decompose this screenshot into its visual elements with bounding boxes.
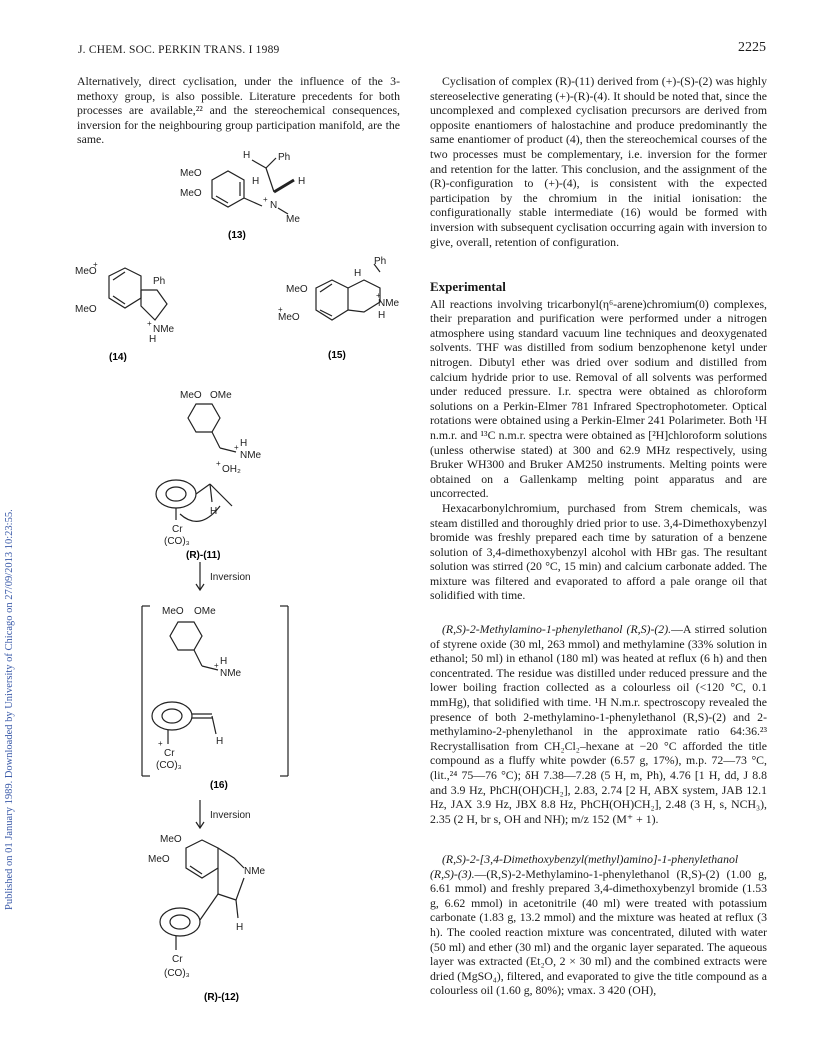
structure-15	[270, 252, 410, 362]
s14-atom-h: H	[149, 334, 157, 345]
s14-charge2: +	[147, 319, 152, 328]
s16-atom-meo: MeO	[162, 606, 184, 617]
structure-11	[140, 388, 310, 561]
left-paragraph: Alternatively, direct cyclisation, under the influence of the 3-methoxy group, is also possible. Literature precedents for both processes are available,²² and the stereochemical consequences, inversion for the neighbouring group participation manifold, are the same.	[77, 74, 400, 147]
experimental-heading: Experimental	[430, 279, 506, 294]
s12-atom-cr: Cr	[172, 954, 183, 965]
s11-charge1: +	[234, 443, 239, 452]
s11-atom-h2: H	[210, 506, 218, 517]
s15-atom-meo1: MeO	[286, 284, 308, 295]
s15-atom-h: H	[354, 268, 362, 279]
inversion-label-1: Inversion	[210, 572, 251, 583]
compound-2-text: —A stirred solution of styrene oxide (30 ml, 263 mmol) and methylamine (33% solution in ethanol; 50 ml) in ethanol (180 ml) was heated at reflux (6 h) and then concentrated. The residue was distilled under reduced pressure and the lower boiling fraction collected as a colourless oil (<120 °C, 0.1 mmHg), that solidified with time. ¹H N.m.r. spectroscopy revealed the presence of both 2-methylamino-1-phenylethanol (R,S)-(2) and 2-methylamino-2-phenylethanol in the approximate ratio 64:36.²³ Recrystallisation from CH₂Cl₂–hexane at −20 °C afforded the title compound as a fluffy white powder (6.57 g, 17%), m.p. 72—73 °C, (lit.,²⁴ 75—76 °C); δH 7.38—7.28 (5 H, m, Ph), 4.76 [1 H, dd, J 8.8 and 3.9 Hz, PhCH(OH)CH₂], 2.83, 2.74 [2 H, ABX system, JAB 12.1 Hz, JAX 3.9 Hz, JBX 8.8 Hz, PhCH(OH)CH₂], 2.48 (3 H, s, NCH₃), 2.35 (2 H, br s, OH and NH); m/z 152 (M⁺ + 1).	[430, 622, 767, 826]
s11-atom-oh2: OH₂	[222, 464, 241, 475]
s14-atom-nme: NMe	[153, 324, 175, 335]
s11-atom-cr: Cr	[172, 524, 183, 535]
experimental-general: All reactions involving tricarbonyl(η⁶-arene)chromium(0) complexes, their preparation and purification were performed under a nitrogen atmosphere using standard vacuum line techniques and deoxygenated solvents. THF was distilled from sodium benzophenone ketyl under nitrogen. Dibutyl ether was dried over sodium and distilled from calcium hydride prior to use. Removal of all solvents was performed under reduced pressure. I.r. spectra were obtained as chloroform solutions on a Perkin-Elmer 781 Infrared Spectrophotometer. Optical rotations were obtained using a Perkin-Elmer 241 Polarimeter. Both ¹H n.m.r. and ¹³C n.m.r. spectra were obtained as [²H]chloroform solutions (unless otherwise stated) at 300 and 62.9 MHz respectively, using Bruker WH300 and Bruker AM250 instruments. Melting points were obtained on a Gallenkamp melting point apparatus and are uncorrected.	[430, 296, 767, 501]
download-note-text: Published on 01 January 1989. Downloaded by University of Chicago on 27/09/2013 10:23:55.	[4, 509, 15, 910]
s13-atom-ph: Ph	[278, 152, 291, 163]
structure-14	[75, 262, 195, 362]
s15-atom-h2: H	[378, 310, 386, 321]
compound-3-text: —(R,S)-2-Methylamino-1-phenylethanol (R,S)-(2) (1.00 g, 6.61 mmol) and freshly prepared 3,4-dimethoxybenzyl bromide (1.53 g, 6.62 mmol) in acetonitrile (40 ml) were treated with potassium carbonate (1.83 g, 13.2 mmol) and the mixture was heated at reflux (3 h). The cooled reaction mixture was concentrated, diluted with water (50 ml) and ether (30 ml) and the organic layer separated. The aqueous layer was extracted (Et₂O, 2 × 30 ml) and the combined extracts were dried (MgSO₄), filtered, and evaporated to give the title compound as a colourless oil (1.60 g, 80%); νmax. 3 420 (OH),	[430, 866, 767, 998]
s16-atom-cr: Cr	[164, 748, 175, 759]
s14-charge1: +	[93, 260, 98, 269]
procedure-compound-2	[430, 622, 767, 826]
s16-atom-nme: NMe	[220, 668, 242, 679]
s13-atom-me: Me	[286, 214, 300, 225]
s13-atom-meo2: MeO	[180, 188, 202, 199]
s14-atom-ph: Ph	[153, 276, 166, 287]
structure-16	[132, 600, 302, 790]
s12-atom-co3: (CO)₃	[164, 968, 190, 979]
s16-atom-h2: H	[216, 736, 224, 747]
s11-charge2: +	[216, 459, 221, 468]
s15-atom-ph: Ph	[374, 256, 387, 267]
s13-atom-meo1: MeO	[180, 168, 202, 179]
s13-charge: +	[263, 195, 268, 204]
s13-atom-h1: H	[243, 150, 251, 161]
structure-13	[170, 150, 330, 240]
inversion-label-2: Inversion	[210, 810, 251, 821]
s15-charge1: +	[278, 305, 283, 314]
s15-label: (15)	[328, 350, 346, 361]
experimental-section	[430, 280, 767, 603]
s12-atom-meo2: MeO	[148, 854, 170, 865]
s14-atom-meo2: MeO	[75, 304, 97, 315]
s13-atom-h3: H	[298, 176, 306, 187]
s13-label: (13)	[228, 230, 246, 241]
s15-charge2: +	[376, 291, 381, 300]
running-header: J. CHEM. SOC. PERKIN TRANS. I 1989	[78, 44, 280, 56]
structure-12	[140, 832, 310, 1002]
inversion-arrow-2	[196, 800, 276, 830]
s15-atom-nme: NMe	[378, 298, 400, 309]
s14-atom-meo1: MeO	[75, 266, 97, 277]
s12-atom-nme: NMe	[244, 866, 266, 877]
s16-charge1: +	[214, 661, 219, 670]
s11-atom-h: H	[240, 438, 248, 449]
s12-label: (R)-(12)	[204, 992, 239, 1003]
s11-label: (R)-(11)	[186, 550, 221, 561]
s13-atom-n: N	[270, 200, 278, 211]
s16-atom-ome: OMe	[194, 606, 216, 617]
s16-label: (16)	[210, 780, 228, 791]
s15-atom-meo2: MeO	[278, 312, 300, 323]
s16-atom-co3: (CO)₃	[156, 760, 182, 771]
inversion-arrow-1	[196, 562, 276, 592]
page-number: 2225	[738, 40, 766, 55]
s11-atom-nme: NMe	[240, 450, 262, 461]
s11-atom-co3: (CO)₃	[164, 536, 190, 547]
s14-label: (14)	[109, 352, 127, 363]
discussion-paragraph: Cyclisation of complex (R)-(11) derived from (+)-(S)-(2) was highly stereoselective generating (+)-(R)-(4). It should be noted that, since the uncomplexed and complexed cyclisation precursors are derived from opposite enantiomers of halostachine and produce predominantly the same enantiomer of product (4), then the stereochemical courses of the two processes must be complementary, i.e. inversion for the former and retention for the latter. This conclusion, and the assignment of the (R)-configuration to (+)-(4), is consistent with the expected participation by the chromium in the initial ionisation: the configurationally stable intermediate (16) would be formed with inversion with subsequent cyclisation occurring again with inversion to give, overall, retention of configuration.	[430, 74, 767, 249]
right-column-intro	[430, 74, 767, 249]
s12-atom-meo1: MeO	[160, 834, 182, 845]
s11-atom-meo: MeO	[180, 390, 202, 401]
procedure-compound-3	[430, 852, 767, 998]
download-note	[2, 150, 18, 910]
s11-atom-ome: OMe	[210, 390, 232, 401]
s12-atom-h: H	[236, 922, 244, 933]
experimental-reagents: Hexacarbonylchromium, purchased from Strem chemicals, was steam distilled and thoroughly dried prior to use. 3,4-Dimethoxybenzyl bromide was freshly prepared each time by saturation of a benzene solution of 3,4-dimethoxybenzyl alcohol with HBr gas. The resultant solution was stirred (20 °C, 15 min) and calcium carbonate added. The mixture was filtered and evaporated to afford a pale orange oil that solidified with time.	[430, 500, 767, 603]
s16-charge2: +	[158, 739, 163, 748]
compound-2-title: (R,S)-2-Methylamino-1-phenylethanol (R,S)-(2).	[442, 622, 672, 636]
s16-atom-h: H	[220, 656, 228, 667]
left-column	[77, 74, 400, 147]
compound-3-title: (R,S)-2-[3,4-Dimethoxybenzyl(methyl)amino]-1-phenylethanol (R,S)-(3).	[430, 852, 739, 881]
s13-atom-h2: H	[252, 176, 260, 187]
